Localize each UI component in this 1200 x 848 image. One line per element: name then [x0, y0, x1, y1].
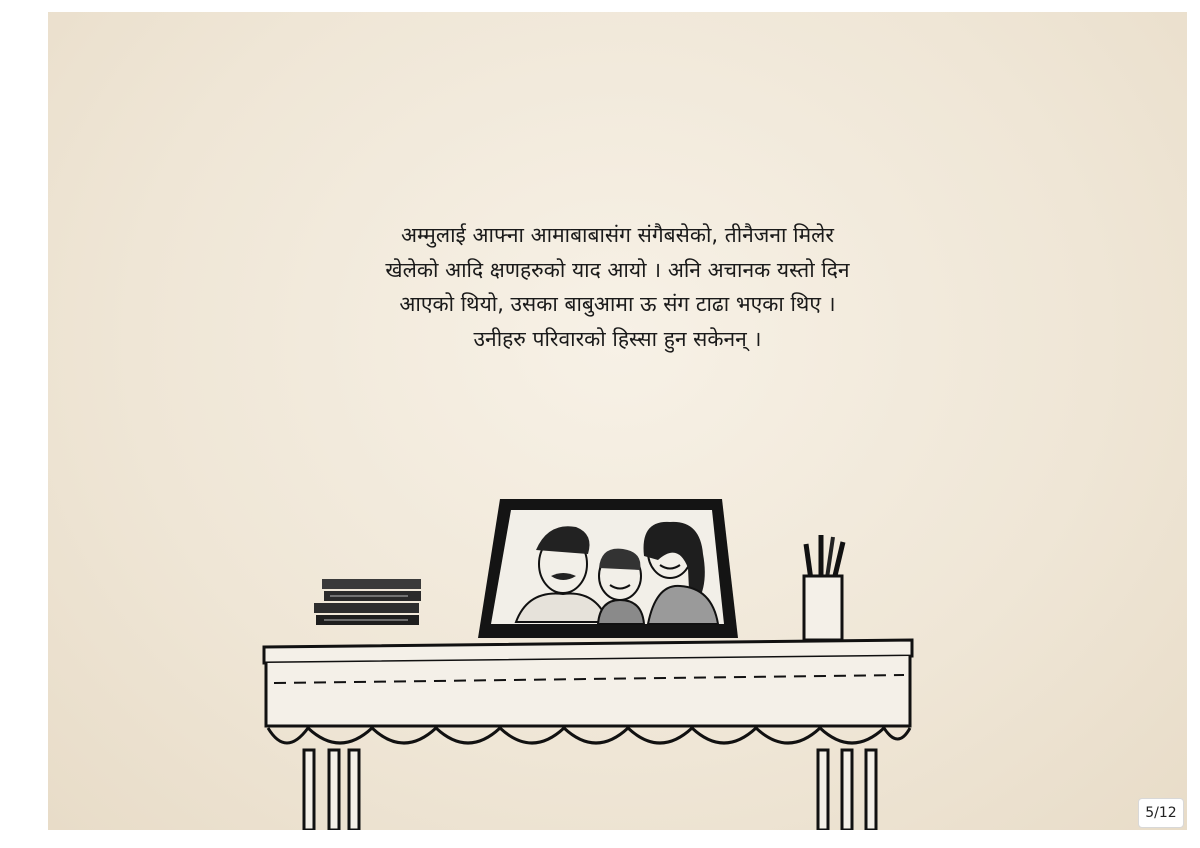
story-line: अम्मुलाई आफ्ना आमाबाबासंग संगैबसेको, तीनैजना मिलेर [400, 223, 834, 247]
books-icon [314, 579, 421, 625]
story-line: खेलेको आदि क्षणहरुको याद आयो । अनि अचानक यस्तो दिन [385, 257, 850, 282]
pencil-cup-icon [804, 535, 843, 640]
family-photo-frame-icon [478, 499, 738, 638]
page-indicator: 5/12 [1138, 798, 1184, 828]
story-line: उनीहरु परिवारको हिस्सा हुन सकेनन् । [473, 326, 762, 351]
story-page [48, 12, 1187, 830]
table-icon [264, 640, 912, 830]
table-illustration [48, 472, 1187, 830]
story-text [48, 218, 1187, 356]
story-line: आएको थियो, उसका बाबुआमा ऊ संग टाढा भएका थिए । [399, 292, 836, 316]
